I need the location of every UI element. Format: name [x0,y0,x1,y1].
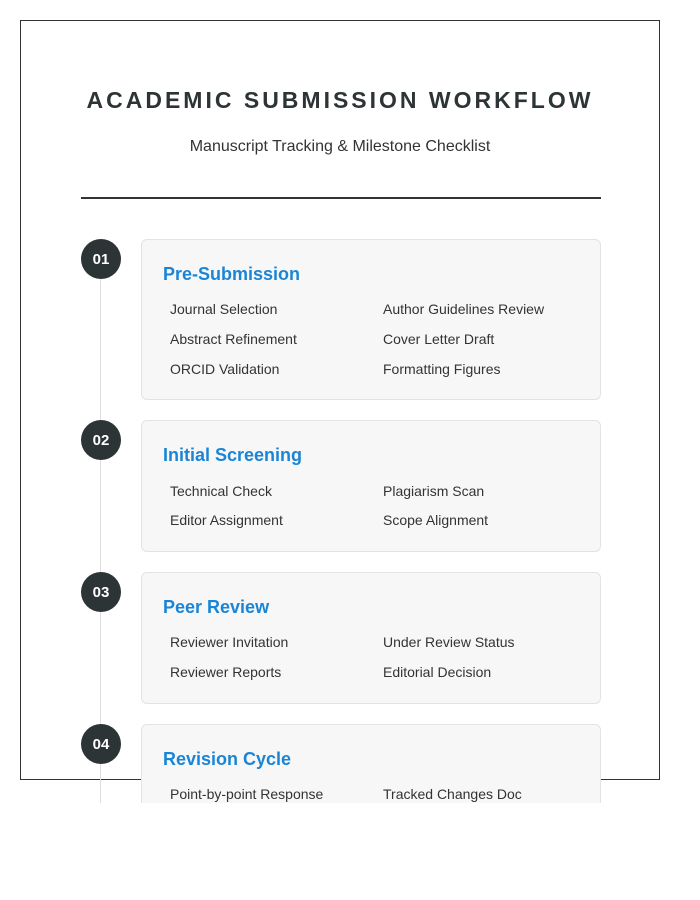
stage-title: Initial Screening [163,445,303,465]
checklist-item: Formatting Figures [383,361,501,377]
stage-title: Pre-Submission [163,264,301,284]
checklist-item: Editor Assignment [170,512,283,528]
checklist-item: Tracked Changes Doc [383,786,522,802]
stage-title: Revision Cycle [163,749,292,769]
checklist-item: Cover Letter Draft [383,331,495,347]
checklist-item: Author Guidelines Review [383,301,545,317]
checklist-item: Scope Alignment [383,512,489,528]
stage-card-clip [141,724,601,803]
step-badge-2: 02 [81,420,121,460]
checklist-item: Abstract Refinement [170,331,297,347]
checklist-item: Reviewer Invitation [170,634,289,650]
checklist-item: Reviewer Reports [170,664,282,680]
stage-card-pre-submission [141,239,601,400]
timeline-line [100,258,101,803]
stage-card-initial-screening [141,420,601,552]
checklist-item: Plagiarism Scan [383,483,485,499]
checklist-item: ORCID Validation [170,361,280,377]
step-badge-4: 04 [81,724,121,764]
stage-card-peer-review [141,572,601,704]
stage-title: Peer Review [163,597,270,617]
checklist-item: Editorial Decision [383,664,492,680]
header-divider [81,197,601,199]
stage-card-revision-cycle [141,724,601,803]
page-title: ACADEMIC SUBMISSION WORKFLOW [86,87,594,113]
step-badge-3: 03 [81,572,121,612]
checklist-item: Journal Selection [170,301,278,317]
checklist-item: Under Review Status [383,634,515,650]
checklist-item: Technical Check [170,483,272,499]
checklist-item: Point-by-point Response [170,786,324,802]
page-subtitle: Manuscript Tracking & Milestone Checklist [189,138,491,155]
step-badge-1: 01 [81,239,121,279]
